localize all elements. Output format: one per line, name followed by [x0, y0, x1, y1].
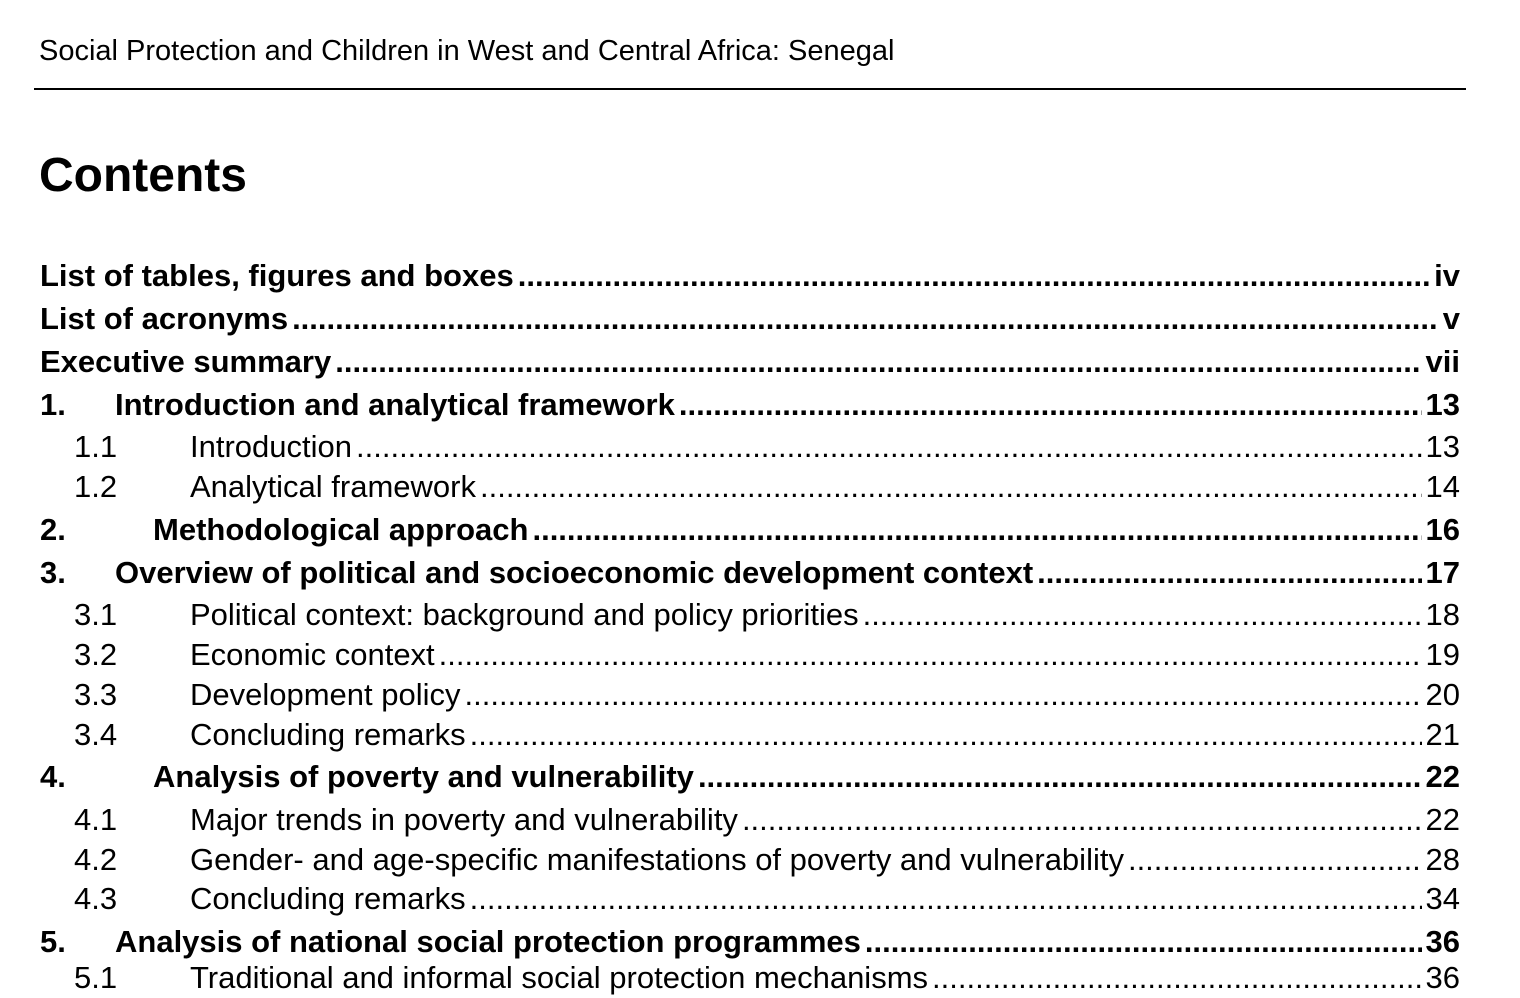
- toc-entry-title: List of acronyms: [40, 301, 289, 336]
- toc-dot-leader: [292, 299, 1439, 339]
- toc-entry-title: Introduction: [190, 429, 352, 464]
- toc-entry-title: Traditional and informal social protection mechanisms: [190, 960, 929, 995]
- toc-entry[interactable]: [0, 510, 1460, 550]
- toc-entry-number: 3.1: [74, 597, 118, 632]
- toc-entry-page: 16: [1425, 512, 1460, 547]
- toc-entry-page: 34: [1425, 881, 1460, 916]
- toc-dot-leader: [932, 958, 1421, 998]
- toc-entry-number: 3.3: [74, 677, 118, 712]
- toc-dot-leader: [439, 635, 1422, 675]
- toc-entry-page: vii: [1425, 344, 1460, 379]
- toc-entry-title: Concluding remarks: [190, 717, 466, 752]
- toc-entry-page: 28: [1425, 842, 1460, 877]
- toc-entry-title: Major trends in poverty and vulnerability: [190, 802, 738, 837]
- toc-entry-number: 3.2: [74, 637, 118, 672]
- toc-entry-title: Methodological approach: [153, 512, 529, 547]
- toc-entry-page: 13: [1425, 387, 1460, 422]
- toc-entry[interactable]: [0, 635, 1460, 675]
- toc-dot-leader: [863, 595, 1422, 635]
- toc-dot-leader: [480, 467, 1422, 507]
- toc-entry[interactable]: [0, 427, 1460, 467]
- toc-entry-page: 19: [1425, 637, 1460, 672]
- toc-entry-title: Analytical framework: [190, 469, 476, 504]
- toc-entry[interactable]: [0, 879, 1460, 919]
- toc-entry[interactable]: [0, 715, 1460, 755]
- toc-entry-number: 4.1: [74, 802, 118, 837]
- toc-entry-number: 1.2: [74, 469, 118, 504]
- toc-entry-number: 2.: [40, 512, 66, 547]
- toc-entry-title: Executive summary: [40, 344, 332, 379]
- toc-entry-title: Overview of political and socioeconomic development context: [115, 555, 1034, 590]
- toc-entry-page: 18: [1425, 597, 1460, 632]
- toc-entry-title: Analysis of national social protection programmes: [115, 924, 861, 959]
- toc-entry[interactable]: [0, 467, 1460, 507]
- toc-dot-leader: [470, 715, 1422, 755]
- toc-entry-page: 20: [1425, 677, 1460, 712]
- toc-dot-leader: [1128, 840, 1422, 880]
- toc-entry[interactable]: [0, 553, 1460, 593]
- toc-entry-page: 36: [1425, 924, 1460, 959]
- toc-entry-title: Analysis of poverty and vulnerability: [153, 759, 694, 794]
- toc-dot-leader: [470, 879, 1422, 919]
- toc-entry-page: 13: [1425, 429, 1460, 464]
- toc-entry-number: 4.2: [74, 842, 118, 877]
- toc-entry-title: List of tables, figures and boxes: [40, 258, 514, 293]
- toc-dot-leader: [1037, 553, 1421, 593]
- toc-entry-title: Development policy: [190, 677, 461, 712]
- toc-entry[interactable]: [0, 922, 1460, 962]
- page-title: Contents: [39, 149, 247, 202]
- toc-entry-page: iv: [1434, 258, 1460, 293]
- toc-entry[interactable]: [0, 256, 1460, 296]
- toc-entry-page: 21: [1425, 717, 1460, 752]
- toc-dot-leader: [679, 385, 1422, 425]
- toc-entry[interactable]: [0, 958, 1460, 998]
- toc-entry[interactable]: [0, 595, 1460, 635]
- toc-entry[interactable]: [0, 800, 1460, 840]
- toc-entry-page: 22: [1425, 802, 1460, 837]
- toc-dot-leader: [465, 675, 1422, 715]
- toc-entry-number: 4.3: [74, 881, 118, 916]
- toc-entry[interactable]: [0, 675, 1460, 715]
- toc-dot-leader: [865, 922, 1422, 962]
- toc-entry-page: 22: [1425, 759, 1460, 794]
- running-header: Social Protection and Children in West and Central Africa: Senegal: [39, 35, 895, 67]
- toc-entry-page: 17: [1425, 555, 1460, 590]
- toc-entry-number: 5.1: [74, 960, 118, 995]
- toc-entry-title: Introduction and analytical framework: [115, 387, 675, 422]
- toc-entry[interactable]: [0, 385, 1460, 425]
- toc-dot-leader: [742, 800, 1422, 840]
- toc-entry-number: 4.: [40, 759, 66, 794]
- toc-entry-title: Concluding remarks: [190, 881, 466, 916]
- toc-dot-leader: [532, 510, 1421, 550]
- toc-dot-leader: [356, 427, 1422, 467]
- toc-entry-number: 1.: [40, 387, 66, 422]
- toc-dot-leader: [335, 342, 1421, 382]
- toc-entry[interactable]: [0, 757, 1460, 797]
- toc-entry[interactable]: [0, 299, 1460, 339]
- toc-entry-number: 3.: [40, 555, 66, 590]
- toc-entry-number: 1.1: [74, 429, 118, 464]
- toc-entry-number: 5.: [40, 924, 66, 959]
- toc-entry-page: v: [1442, 301, 1460, 336]
- toc-entry-title: Political context: background and policy priorities: [190, 597, 859, 632]
- toc-entry-page: 36: [1425, 960, 1460, 995]
- toc-dot-leader: [698, 757, 1422, 797]
- toc-entry-title: Gender- and age-specific manifestations of poverty and vulnerability: [190, 842, 1124, 877]
- toc-entry-title: Economic context: [190, 637, 435, 672]
- toc-entry[interactable]: [0, 342, 1460, 382]
- toc-entry[interactable]: [0, 840, 1460, 880]
- toc-dot-leader: [518, 256, 1430, 296]
- toc-entry-number: 3.4: [74, 717, 118, 752]
- toc-entry-page: 14: [1425, 469, 1460, 504]
